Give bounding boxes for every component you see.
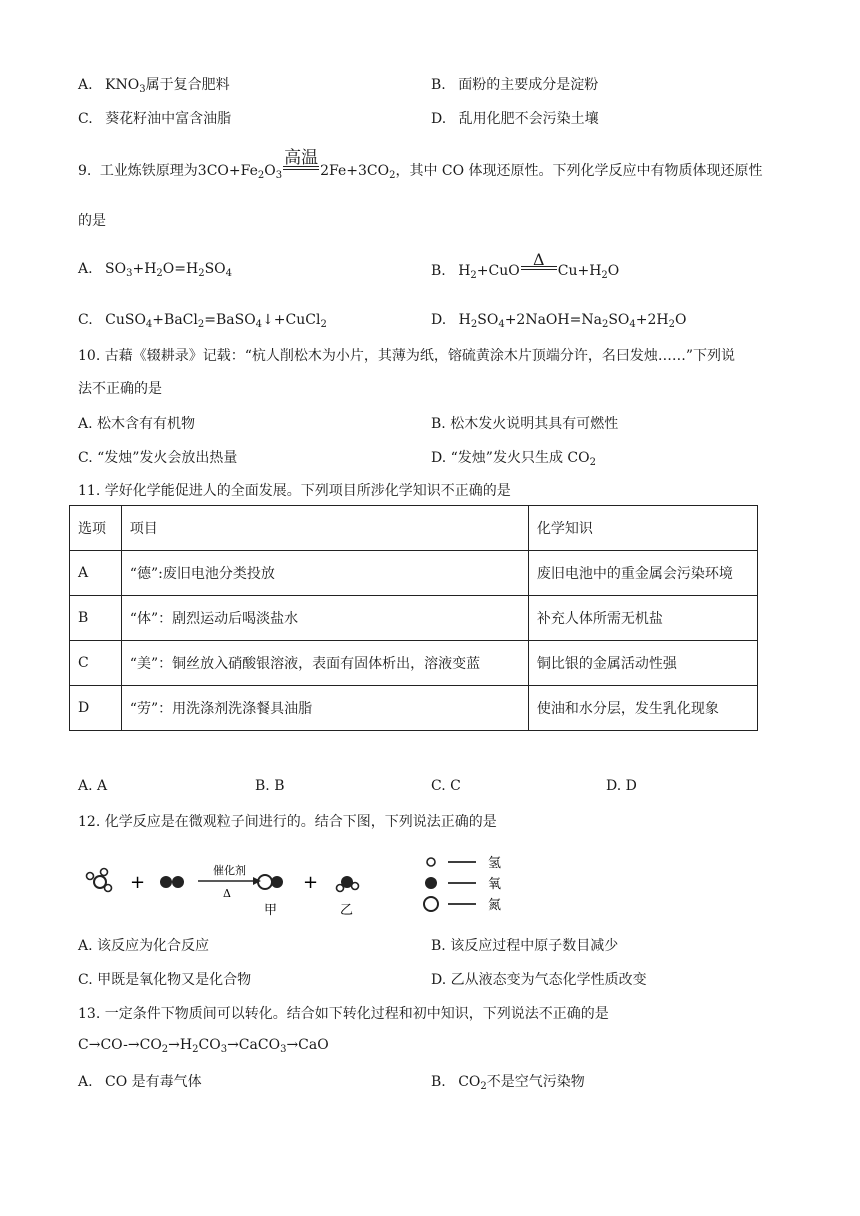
stem-text: ，其中 CO 体现还原性。下列化学反应中有物质体现还原性 xyxy=(395,163,763,179)
table-row xyxy=(70,551,758,596)
table-header-cell: 化学知识 xyxy=(528,506,757,551)
reactant-molecule-1 xyxy=(87,869,112,892)
option-letter: A. xyxy=(78,77,93,93)
table-cell: 废旧电池中的重金属会污染环境 xyxy=(528,551,757,596)
table-row xyxy=(70,686,758,731)
atom-legend xyxy=(424,856,501,913)
table-cell: “体”：剧烈运动后喝淡盐水 xyxy=(121,596,528,641)
q11-table xyxy=(69,505,758,731)
subscript: 2 xyxy=(257,170,265,181)
q10-option-c: C. “发烛”发火会放出热量 xyxy=(78,450,238,466)
formula: CuSO xyxy=(105,312,146,328)
formula: CO xyxy=(198,1037,221,1053)
q9-option-c xyxy=(78,312,327,328)
formula: SO xyxy=(204,261,226,277)
subscript: 2 xyxy=(197,319,205,330)
q9-option-b xyxy=(431,250,620,281)
heat-label: Δ xyxy=(223,887,231,900)
stem-text: O xyxy=(264,163,276,179)
option-letter: A. xyxy=(78,1074,93,1090)
table-cell: C xyxy=(70,641,122,686)
q10-option-d xyxy=(431,447,596,467)
q11-option-b: B. B xyxy=(255,778,285,794)
subscript: 2 xyxy=(589,457,596,468)
condition-label: Δ xyxy=(532,250,545,269)
subscript: 2 xyxy=(601,319,609,330)
subscript: 2 xyxy=(601,270,608,281)
option-letter: B. xyxy=(431,263,446,279)
plus-sign: + xyxy=(130,872,146,893)
jia-label: 甲 xyxy=(264,903,278,918)
question-number: 9. xyxy=(78,163,92,179)
q13-conversion-chain xyxy=(78,1037,329,1053)
q12-option-c: C. 甲既是氧化物又是化合物 xyxy=(78,972,252,988)
q9-option-a xyxy=(78,261,232,277)
formula: +2H xyxy=(635,312,669,328)
q12-reaction-diagram xyxy=(78,848,538,920)
table-cell: “德”:废旧电池分类投放 xyxy=(121,551,528,596)
subscript: 2 xyxy=(161,1044,169,1055)
q12-option-a: A. 该反应为化合反应 xyxy=(78,938,210,954)
legend-nitrogen: 氮 xyxy=(488,898,502,913)
subscript: 4 xyxy=(225,268,233,279)
condition-label: 高温 xyxy=(284,148,319,168)
subscript: 3 xyxy=(280,1044,287,1055)
option-letter: A. xyxy=(78,261,93,277)
formula: +2NaOH=Na xyxy=(504,312,602,328)
subscript: 3 xyxy=(139,84,146,95)
formula: SO xyxy=(477,312,499,328)
subscript: 2 xyxy=(320,319,327,330)
option-text: 乱用化肥不会污染土壤 xyxy=(458,111,599,127)
subscript: 4 xyxy=(255,319,263,330)
q12-option-d: D. 乙从液态变为气态化学性质改变 xyxy=(431,972,647,988)
formula: O xyxy=(675,312,687,328)
option-text: KNO xyxy=(105,77,140,93)
option-letter: D. xyxy=(431,312,447,328)
formula: O=H xyxy=(162,261,199,277)
table-cell: 使油和水分层，发生乳化现象 xyxy=(528,686,757,731)
option-text: 属于复合肥料 xyxy=(145,77,230,93)
subscript: 3 xyxy=(220,1044,228,1055)
table-header-cell: 项目 xyxy=(121,506,528,551)
reaction-arrow xyxy=(198,863,261,900)
q11-option-c: C. C xyxy=(431,778,461,794)
option-text: CO xyxy=(458,1074,481,1090)
heat-condition xyxy=(521,250,557,275)
subscript: 2 xyxy=(389,170,396,181)
subscript: 2 xyxy=(480,1081,487,1092)
formula: →H xyxy=(168,1037,193,1053)
formula: →CaO xyxy=(286,1037,329,1053)
formula: →CaCO xyxy=(227,1037,281,1053)
q12-option-b: B. 该反应过程中原子数目减少 xyxy=(431,938,619,954)
table-cell: “劳”：用洗涤剂洗涤餐具油脂 xyxy=(121,686,528,731)
product-jia xyxy=(258,875,283,918)
high-temp-condition xyxy=(283,148,319,175)
formula: H xyxy=(458,263,471,279)
table-row xyxy=(70,596,758,641)
table-cell: 铜比银的金属活动性强 xyxy=(528,641,757,686)
q13-option-b xyxy=(431,1071,585,1091)
q10-option-a: A. 松木含有有机物 xyxy=(78,416,196,432)
table-cell: 补充人体所需无机盐 xyxy=(528,596,757,641)
subscript: 2 xyxy=(156,268,163,279)
q9-stem-line2: 的是 xyxy=(78,213,106,229)
formula: SO xyxy=(608,312,630,328)
catalyst-label: 催化剂 xyxy=(213,864,246,877)
q8-option-c xyxy=(78,108,231,128)
formula: Cu+H xyxy=(557,263,602,279)
stem-text: 工业炼铁原理为3CO+Fe xyxy=(99,163,258,179)
formula: +BaCl xyxy=(152,312,198,328)
subscript: 2 xyxy=(470,270,477,281)
q13-stem: 13. 一定条件下物质间可以转化。结合如下转化过程和初中知识，下列说法不正确的是 xyxy=(78,1006,609,1022)
stem-text: 2Fe+3CO xyxy=(320,163,390,179)
q10-option-b: B. 松木发火说明其具有可燃性 xyxy=(431,416,619,432)
q10-stem-line2: 法不正确的是 xyxy=(78,381,162,397)
subscript: 2 xyxy=(668,319,675,330)
table-cell: B xyxy=(70,596,122,641)
q8-option-d xyxy=(431,108,599,128)
subscript: 3 xyxy=(275,170,283,181)
q11-option-d: D. D xyxy=(606,778,637,794)
formula: ↓+CuCl xyxy=(262,312,321,328)
table-header-cell: 选项 xyxy=(70,506,122,551)
subscript: 4 xyxy=(498,319,505,330)
option-letter: B. xyxy=(431,77,446,93)
product-yi xyxy=(337,876,359,918)
q11-option-a: A. A xyxy=(78,778,108,794)
formula: +H xyxy=(132,261,157,277)
q8-option-a xyxy=(78,74,230,94)
option-letter: B. xyxy=(431,1074,446,1090)
table-cell: D xyxy=(70,686,122,731)
option-text: 不是空气污染物 xyxy=(486,1074,585,1090)
formula: O xyxy=(607,263,620,279)
table-cell: “美”：铜丝放入硝酸银溶液，表面有固体析出，溶液变蓝 xyxy=(121,641,528,686)
formula: +CuO xyxy=(476,263,520,279)
yi-label: 乙 xyxy=(340,903,354,918)
formula: =BaSO xyxy=(204,312,256,328)
plus-sign: + xyxy=(303,872,319,893)
option-text: D. “发烛”发火只生成 CO xyxy=(431,450,590,466)
q8-option-b xyxy=(431,74,598,94)
formula: H xyxy=(458,312,471,328)
option-letter: D. xyxy=(431,111,447,127)
formula: SO xyxy=(105,261,127,277)
table-cell: A xyxy=(70,551,122,596)
subscript: 4 xyxy=(629,319,636,330)
q10-stem: 10. 古藉《辍耕录》记载：“杭人削松木为小片，其薄为纸，镕硫黄涂木片顶端分许，名曰发烛……”下列说 xyxy=(78,348,736,364)
option-text: CO 是有毒气体 xyxy=(105,1074,202,1090)
q12-stem: 12. 化学反应是在微观粒子间进行的。结合下图，下列说法正确的是 xyxy=(78,814,497,830)
option-letter: C. xyxy=(78,312,93,328)
subscript: 2 xyxy=(470,319,478,330)
legend-oxygen: 氧 xyxy=(488,877,502,892)
option-text: 面粉的主要成分是淀粉 xyxy=(458,77,599,93)
formula: C→CO-→CO xyxy=(78,1037,162,1053)
subscript: 2 xyxy=(192,1044,199,1055)
q9-option-d xyxy=(431,312,686,328)
subscript: 4 xyxy=(145,319,153,330)
subscript: 2 xyxy=(198,268,205,279)
legend-hydrogen: 氢 xyxy=(488,856,502,871)
option-text: 葵花籽油中富含油脂 xyxy=(105,111,232,127)
reactant-molecule-2 xyxy=(160,876,184,888)
subscript: 3 xyxy=(126,268,133,279)
q9-stem xyxy=(78,148,763,181)
q11-stem: 11. 学好化学能促进人的全面发展。下列项目所涉化学知识不正确的是 xyxy=(78,483,511,499)
q13-option-a xyxy=(78,1071,202,1091)
option-letter: C. xyxy=(78,111,93,127)
table-row xyxy=(70,641,758,686)
table-header-row xyxy=(70,506,758,551)
